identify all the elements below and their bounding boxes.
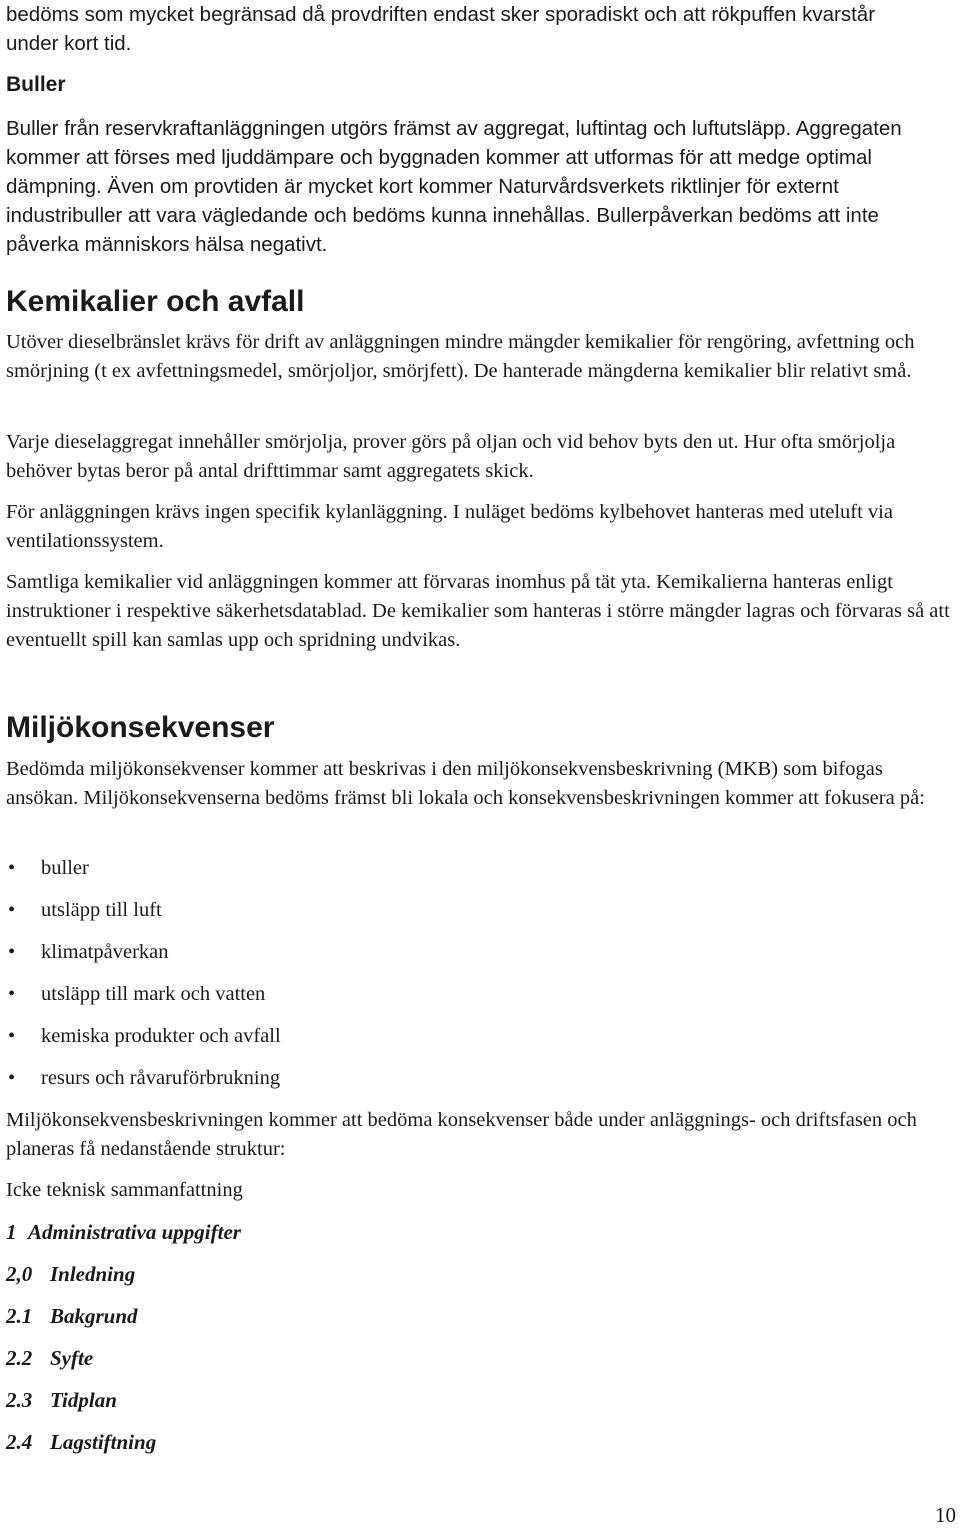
toc-entry: 2.4 Lagstiftning <box>6 1430 157 1454</box>
kemikalier-paragraph-1: Utöver dieselbränslet krävs för drift av anläggningen mindre mängder kemikalier för rengöring, avfettning och smörjning (t ex avfettningsmedel, smörjoljor, smörjfett). De hanterade mängderna kemikalier blir relativt små. <box>6 331 915 382</box>
list-item: • utsläpp till luft <box>6 896 281 925</box>
kemikalier-paragraph-4: Samtliga kemikalier vid anläggningen kommer att förvaras inomhus på tät yta. Kemikalierna hanteras enligt instruktioner i respektive säkerhetsdatablad. De kemikalier som hanteras i större mängder lagras och förvaras så att eventuellt spill kan samlas upp och spridning undvikas. <box>6 571 950 651</box>
toc-entry: 2,0 Inledning <box>6 1262 136 1286</box>
list-item: • utsläpp till mark och vatten <box>6 980 281 1009</box>
top-paragraph: bedöms som mycket begränsad då provdriften endast sker sporadiskt och att rökpuffen kvarstår under kort tid. <box>6 3 876 55</box>
bullet-icon: • <box>8 899 16 921</box>
bullet-icon: • <box>8 941 16 963</box>
kemikalier-heading: Kemikalier och avfall <box>6 285 305 318</box>
toc-entry: 2.1 Bakgrund <box>6 1304 138 1328</box>
bullet-icon: • <box>8 1025 16 1047</box>
buller-paragraph: Buller från reservkraftanläggningen utgörs främst av aggregat, luftintag och luftutsläpp. Aggregaten kommer att förses med ljuddämpare och byggnaden kommer att utformas för att medge optimal dämpning. Även om provtiden är mycket kort kommer Naturvårdsverkets riktlinjer för externt industribuller att vara vägledande och bedöms kunna innehållas. Bullerpåverkan bedöms att inte påverka människors hälsa negativt. <box>6 117 902 256</box>
toc-entry: 1 Administrativa uppgifter <box>6 1220 241 1244</box>
buller-heading: Buller <box>6 73 66 96</box>
miljo-paragraph-1: Bedömda miljökonsekvenser kommer att beskrivas i den miljökonsekvensbeskrivning (MKB) som bifogas ansökan. Miljökonsekvenserna bedöms främst bli lokala och konsekvensbeskrivningen kommer att fokusera på: <box>6 758 925 809</box>
miljokonsekvenser-heading: Miljökonsekvenser <box>6 711 275 744</box>
bullet-icon: • <box>8 857 16 879</box>
page-number: 10 <box>935 1503 956 1527</box>
toc-entry: 2.2 Syfte <box>6 1346 94 1370</box>
kemikalier-paragraph-2: Varje dieselaggregat innehåller smörjolja, prover görs på oljan och vid behov byts den ut. Hur ofta smörjolja behöver bytas beror på antal drifttimmar samt aggregatets skick. <box>6 431 896 482</box>
mkb-structure-list <box>6 1218 241 1470</box>
bullet-icon: • <box>8 983 16 1005</box>
toc-entry: 2.3 Tidplan <box>6 1388 117 1412</box>
list-item: • buller <box>6 854 281 883</box>
miljo-paragraph-2: Miljökonsekvensbeskrivningen kommer att bedöma konsekvenser både under anläggnings- och driftsfasen och planeras få nedanstående struktur: <box>6 1109 917 1160</box>
list-item: • kemiska produkter och avfall <box>6 1022 281 1051</box>
miljo-paragraph-3: Icke teknisk sammanfattning <box>6 1179 243 1201</box>
bullet-icon: • <box>8 1067 16 1089</box>
focus-list <box>6 854 281 1093</box>
list-item: • resurs och råvaruförbrukning <box>6 1064 281 1093</box>
list-item: • klimatpåverkan <box>6 938 281 967</box>
kemikalier-paragraph-3: För anläggningen krävs ingen specifik kylanläggning. I nuläget bedöms kylbehovet hanteras med uteluft via ventilationssystem. <box>6 501 893 552</box>
